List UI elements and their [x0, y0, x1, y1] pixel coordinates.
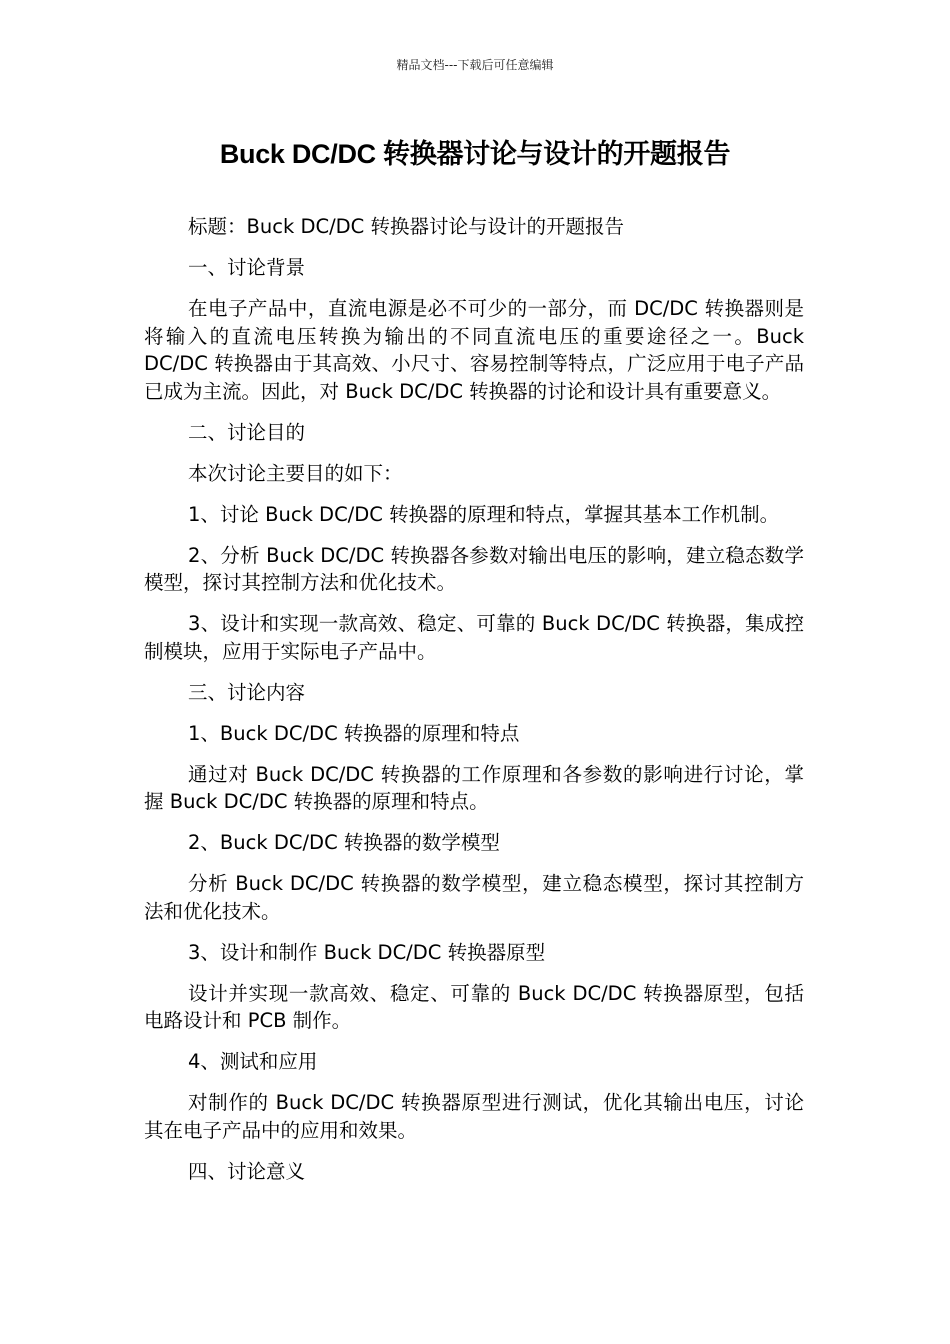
content-subheading-2: 2、Buck DC/DC 转换器的数学模型 [188, 831, 500, 854]
page-header: 精品文档---下载后可任意编辑 [396, 58, 554, 72]
paragraph-purpose-intro: 本次讨论主要目的如下： [188, 461, 403, 485]
content-subheading-3: 3、设计和制作 Buck DC/DC 转换器原型 [188, 940, 546, 964]
heading-background: 一、讨论背景 [188, 256, 306, 279]
purpose-item-3: 3、设计和实现一款高效、稳定、可靠的 Buck DC/DC 转换器，集成控制模块，应用于实际电子产品中。 [144, 612, 804, 663]
content-paragraph-3: 设计并实现一款高效、稳定、可靠的 Buck DC/DC 转换器原型，包括电路设计和 PCB 制作。 [144, 981, 804, 1032]
purpose-item-1: 1、讨论 Buck DC/DC 转换器的原理和特点，掌握其基本工作机制。 [188, 502, 780, 526]
content-subheading-1: 1、Buck DC/DC 转换器的原理和特点 [188, 721, 520, 745]
document-body [144, 213, 804, 1199]
document-title: Buck DC/DC 转换器讨论与设计的开题报告 [219, 139, 731, 169]
paragraph-subject: 标题：Buck DC/DC 转换器讨论与设计的开题报告 [188, 215, 624, 238]
content-paragraph-1: 通过对 Buck DC/DC 转换器的工作原理和各参数的影响进行讨论，掌握 Buck DC/DC 转换器的原理和特点。 [144, 762, 804, 813]
heading-purpose: 二、讨论目的 [188, 420, 306, 444]
content-paragraph-2: 分析 Buck DC/DC 转换器的数学模型，建立稳态模型，探讨其控制方法和优化技术。 [144, 872, 804, 923]
content-paragraph-4: 对制作的 Buck DC/DC 转换器原型进行测试，优化其输出电压，讨论其在电子产品中的应用和效果。 [144, 1091, 804, 1142]
paragraph-background: 在电子产品中，直流电源是必不可少的一部分，而 DC/DC 转换器则是将输入的直流电压转换为输出的不同直流电压的重要途径之一。Buck DC/DC 转换器由于其高效、小尺寸、容易控制等特点，广泛应用于电子产品已成为主流。因此，对 Buck DC/DC 转换器的讨论和设计具有重要意义。 [144, 297, 804, 403]
purpose-item-2: 2、分析 Buck DC/DC 转换器各参数对输出电压的影响，建立稳态数学模型，探讨其控制方法和优化技术。 [144, 543, 804, 594]
heading-content: 三、讨论内容 [188, 680, 306, 704]
content-subheading-4: 4、测试和应用 [188, 1050, 318, 1073]
heading-significance: 四、讨论意义 [188, 1159, 306, 1183]
